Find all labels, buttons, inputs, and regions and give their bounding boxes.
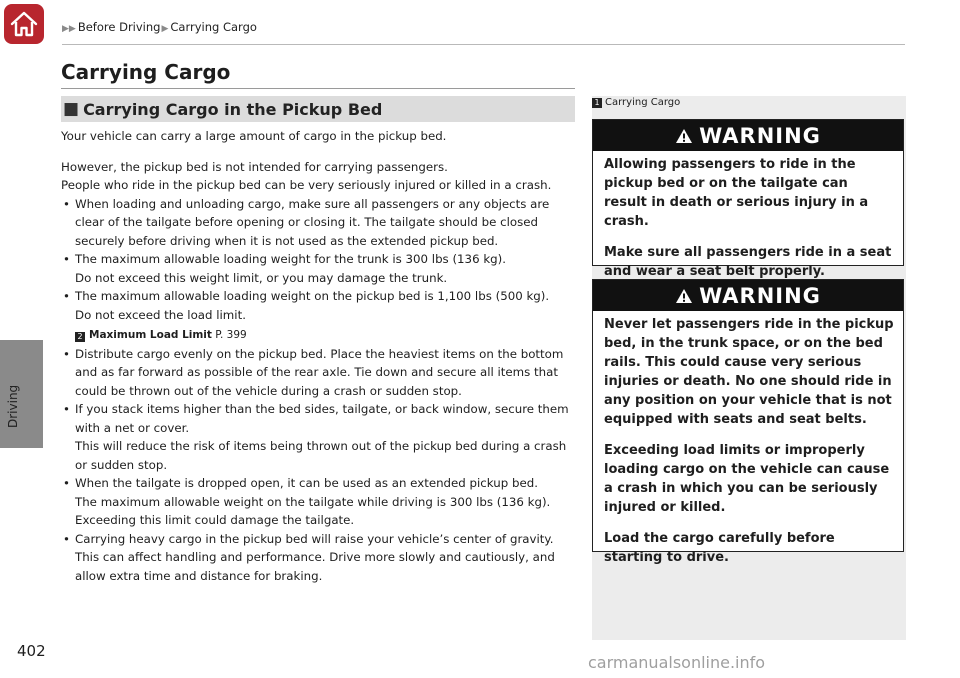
warning-body — [593, 311, 903, 577]
list-item — [61, 400, 575, 474]
note-number-icon: 1 — [592, 98, 602, 108]
warning-text: Make sure all passengers ride in a seat and wear a seat belt properly. — [604, 245, 892, 279]
breadcrumb-arrow-icon: ▶▶ — [62, 24, 76, 34]
warning-label: WARNING — [699, 283, 821, 308]
intro-paragraph: Your vehicle can carry a large amount of cargo in the pickup bed. — [61, 129, 447, 143]
list-item — [61, 287, 575, 345]
cross-reference-page: P. 399 — [215, 329, 247, 341]
list-item — [61, 250, 575, 287]
passenger-paragraph-line1: However, the pickup bed is not intended for carrying passengers. — [61, 159, 448, 174]
warning-label: WARNING — [699, 123, 821, 148]
notes-title-text: Carrying Cargo — [605, 97, 681, 108]
list-item — [61, 530, 575, 586]
list-item-text: The maximum allowable weight on the tailgate while driving is 300 lbs (136 kg). — [75, 494, 551, 509]
section-header — [61, 96, 575, 122]
list-item-text: The maximum allowable loading weight for the trunk is 300 lbs (136 kg). — [75, 252, 506, 266]
page-title: Carrying Cargo — [61, 60, 231, 84]
list-item — [61, 474, 575, 530]
header-divider — [62, 44, 905, 45]
list-item — [61, 345, 575, 401]
warning-text: Load the cargo carefully before starting to drive. — [604, 531, 835, 565]
warning-header — [593, 280, 903, 311]
section-square-icon: ■ — [63, 99, 80, 119]
title-divider — [61, 88, 575, 89]
warning-box — [592, 279, 904, 565]
warning-header — [593, 120, 903, 151]
page-number: 402 — [17, 642, 46, 660]
list-item — [61, 195, 575, 251]
warning-text: Never let passengers ride in the pickup bed, in the trunk space, or on the bed rails. This could cause very serious injuries or death. No one should ride in any position on your vehicle that is not equipped with seats and seat belts. — [604, 317, 894, 427]
list-item-text: Distribute cargo evenly on the pickup bed. Place the heaviest items on the bottom and as far forward as possible of the rear axle. Tie down and secure all items that could be thrown out of the vehicle during a crash or sudden stop. — [75, 346, 564, 398]
list-item-text: When loading and unloading cargo, make sure all passengers or any objects are clear of the tailgate before opening or closing it. The tailgate should be closed securely before driving when it is not used as the extended pickup bed. — [75, 196, 550, 248]
list-item-text: When the tailgate is dropped open, it can be used as an extended pickup bed. — [75, 476, 538, 490]
list-item-text: The maximum allowable loading weight on the pickup bed is 1,100 lbs (500 kg). — [75, 289, 550, 303]
notes-title — [592, 97, 680, 108]
section-title: Carrying Cargo in the Pickup Bed — [83, 99, 383, 119]
watermark-text: carmanualsonline.info — [588, 653, 766, 672]
list-item-text: Do not exceed the load limit. — [75, 307, 246, 322]
list-item-text: This will reduce the risk of items being thrown out of the pickup bed during a crash or sudden stop. — [75, 439, 567, 472]
home-icon — [9, 10, 39, 38]
breadcrumb-arrow-icon: ▶ — [161, 24, 169, 34]
warning-box — [592, 119, 904, 279]
list-item-text: Do not exceed this weight limit, or you may damage the trunk. — [75, 270, 448, 285]
breadcrumb-link-carrying-cargo[interactable]: Carrying Cargo — [170, 20, 257, 34]
breadcrumb-link-before-driving[interactable]: Before Driving — [77, 20, 161, 34]
list-item-text: Carrying heavy cargo in the pickup bed will raise your vehicle’s center of gravity. This can affect handling and performance. Drive more slowly and cautiously, and allow extra time and distance for braking. — [75, 531, 555, 583]
warning-text: Allowing passengers to ride in the pickup bed or on the tailgate can result in death or serious injury in a crash. — [604, 157, 869, 229]
cargo-bullet-list — [61, 195, 575, 586]
home-button[interactable] — [4, 4, 44, 44]
list-item-text: Exceeding this limit could damage the tailgate. — [75, 513, 355, 527]
breadcrumb — [62, 20, 257, 34]
chapter-tab-label-wrap — [6, 368, 20, 428]
passenger-paragraph-line2: People who ride in the pickup bed can be very seriously injured or killed in a crash. — [61, 178, 552, 192]
cross-reference-icon: 2 — [75, 332, 85, 342]
list-item-text: If you stack items higher than the bed sides, tailgate, or back window, secure them with a net or cover. — [75, 402, 569, 435]
chapter-tab-label: Driving — [6, 384, 20, 428]
cross-reference-link[interactable] — [75, 326, 575, 345]
warning-body — [593, 151, 903, 291]
section-body — [61, 127, 575, 585]
warning-icon — [675, 128, 693, 144]
cross-reference-title: Maximum Load Limit — [89, 329, 212, 341]
warning-icon — [675, 288, 693, 304]
warning-text: Exceeding load limits or improperly loading cargo on the vehicle can cause a crash in which you can be seriously injured or killed. — [604, 443, 890, 515]
